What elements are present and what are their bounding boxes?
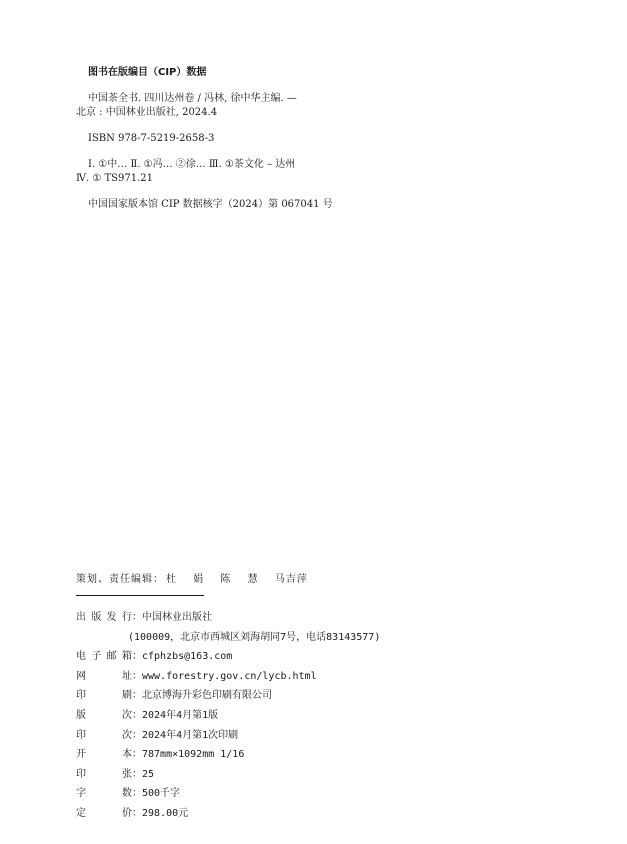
pub-label: 开本 (76, 749, 132, 761)
cip-data-block (76, 66, 576, 212)
editor-credit (76, 570, 308, 585)
cip-classification-code: Ⅳ. ① TS971.21 (76, 173, 154, 184)
pub-value: 中国林业出版社 (142, 612, 212, 623)
pub-label: 字数 (76, 788, 132, 800)
cip-classification: Ⅰ. ①中… Ⅱ. ①冯… ②徐… Ⅲ. ①茶文化 – 达州 (88, 159, 296, 170)
editor-names: 杜 娟 陈 慧 马吉萍 (166, 574, 308, 585)
pub-value: 787mm×1092mm 1/16 (142, 749, 245, 761)
cip-book-line: 中国茶全书. 四川达州卷 / 冯林, 徐中华主编. — (88, 93, 297, 104)
pub-row-format: 开本 ： 787mm×1092mm 1/16 (76, 745, 380, 765)
divider (76, 595, 204, 596)
pub-value: 2024年4月第1次印刷 (142, 729, 239, 741)
pub-value: 25 (142, 768, 155, 780)
pub-row-email: 电子邮箱 ： cfphzbs@163.com (76, 647, 380, 667)
pub-row-address (76, 628, 380, 648)
pub-row-publisher: 出版发行 ： 中国林业出版社 (76, 608, 380, 628)
pub-label: 印次 (76, 729, 132, 741)
pub-row-sheets: 印张 ： 25 (76, 765, 380, 785)
pub-address: (100009，北京市西城区刘海胡同7号，电话83143577) (128, 631, 381, 643)
pub-value: 298.00元 (142, 807, 189, 819)
pub-value: www.forestry.gov.cn/lycb.html (142, 670, 317, 682)
pub-row-price: 定价 ： 298.00元 (76, 804, 380, 824)
cip-title: 图书在版编目（CIP）数据 (88, 67, 207, 78)
pub-label: 电子邮箱 (76, 651, 132, 663)
pub-value: 北京博海升彩色印刷有限公司 (142, 690, 272, 702)
cip-isbn: ISBN 978-7-5219-2658-3 (88, 133, 215, 144)
pub-label: 版次 (76, 709, 132, 721)
pub-label: 定价 (76, 807, 132, 819)
pub-row-wordcount: 字数 ： 500千字 (76, 784, 380, 804)
pub-value: cfphzbs@163.com (142, 651, 233, 663)
pub-label: 印刷 (76, 690, 132, 702)
cip-publisher-line: 北京 : 中国林业出版社, 2024.4 (76, 107, 218, 118)
pub-row-impression: 印次 ： 2024年4月第1次印刷 (76, 726, 380, 746)
pub-value: 2024年4月第1版 (142, 709, 219, 721)
pub-row-printer: 印刷 ： 北京博海升彩色印刷有限公司 (76, 686, 380, 706)
pub-row-edition: 版次 ： 2024年4月第1版 (76, 706, 380, 726)
publication-info (76, 608, 380, 824)
editor-label: 策划、责任编辑： (76, 574, 164, 585)
pub-label: 网址 (76, 670, 132, 682)
pub-row-website: 网址 ： www.forestry.gov.cn/lycb.html (76, 667, 380, 687)
pub-label: 出版发行 (76, 612, 132, 623)
cip-record-number: 中国国家版本馆 CIP 数据核字（2024）第 067041 号 (88, 199, 333, 210)
pub-label: 印张 (76, 768, 132, 780)
pub-value: 500千字 (142, 788, 181, 800)
